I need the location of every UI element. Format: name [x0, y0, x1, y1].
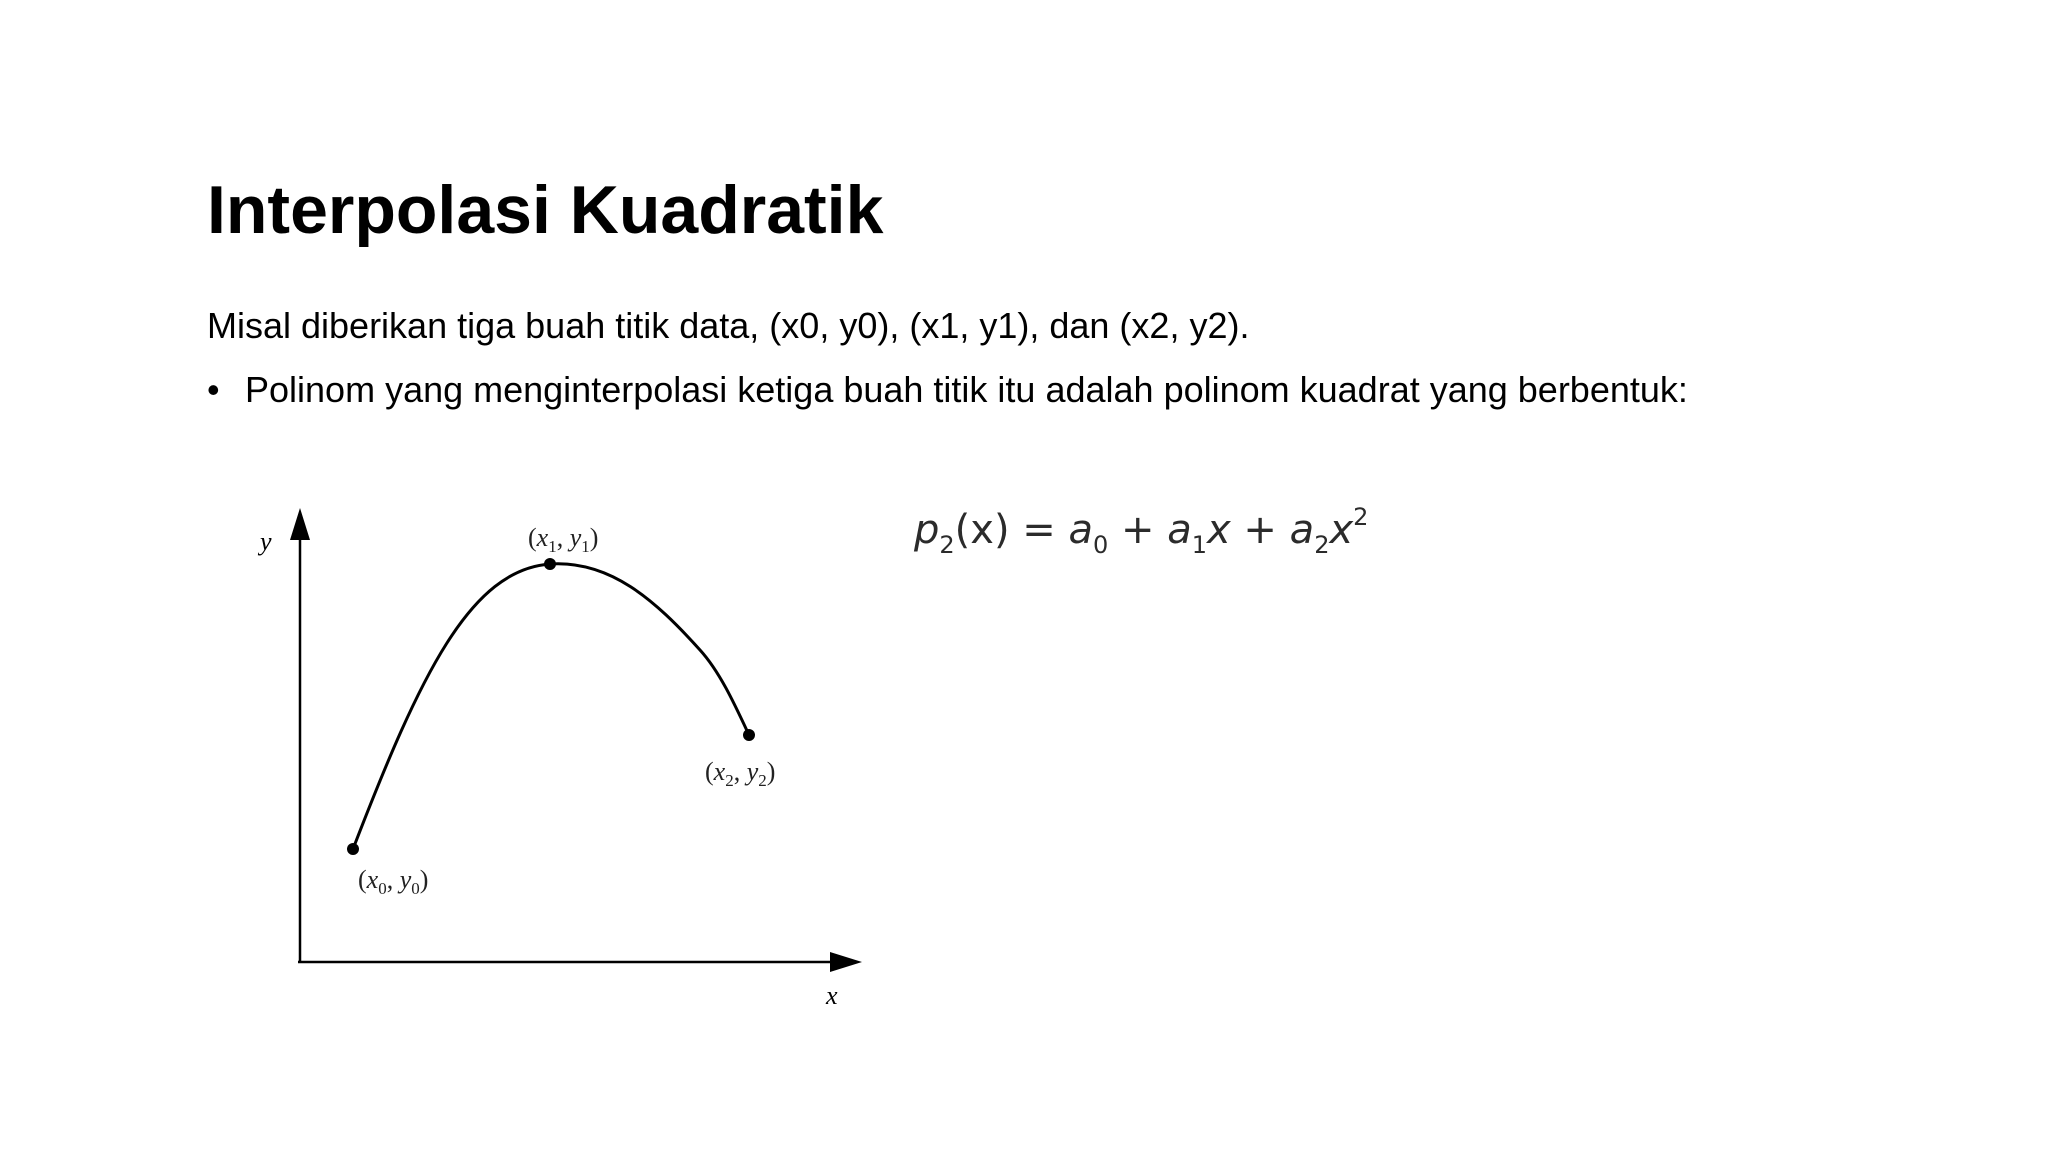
- point-1-y-sub: 1: [581, 537, 590, 556]
- x-axis-arrow: [830, 952, 862, 972]
- point-2-y: y: [746, 757, 759, 786]
- point-0-y-sub: 0: [411, 879, 420, 898]
- point-2-label: ($x_2$, $y_2$): [705, 757, 776, 790]
- intro-text: Misal diberikan tiga buah titik data, (x0, y0), (x1, y1), dan (x2, y2).: [207, 305, 1250, 346]
- formula-a2-sub: 2: [1314, 531, 1330, 559]
- formula-plus-2: +: [1230, 507, 1290, 553]
- formula-a2-var: x: [1329, 507, 1354, 553]
- point-1-x-sub: 1: [548, 537, 557, 556]
- point-1-y: y: [569, 523, 582, 552]
- interpolation-curve: [353, 564, 749, 849]
- formula-p: p: [914, 507, 940, 553]
- point-2-y-sub: 2: [758, 771, 767, 790]
- formula-a0-sub: 0: [1093, 531, 1109, 559]
- y-axis-arrow: [290, 508, 310, 540]
- point-1-dot: [544, 558, 556, 570]
- point-2-x-sub: 2: [725, 771, 734, 790]
- point-0-y: y: [399, 865, 412, 894]
- formula-a2-pow: 2: [1353, 503, 1369, 531]
- point-2-dot: [743, 729, 755, 741]
- point-0-label: ($x_0$, $y_0$): [358, 865, 429, 898]
- formula-lhs-arg: (x) =: [954, 507, 1069, 553]
- point-0-x-sub: 0: [378, 879, 387, 898]
- point-1-label: ($x_1$, $y_1$): [528, 523, 599, 556]
- formula-a1: a: [1167, 507, 1192, 553]
- point-2-x: x: [713, 757, 726, 786]
- point-1-x: x: [536, 523, 549, 552]
- polynomial-formula: [914, 503, 1369, 559]
- formula-a0: a: [1068, 507, 1094, 553]
- y-axis-label: y: [260, 527, 272, 556]
- formula-a1-sub: 1: [1191, 531, 1208, 559]
- point-0-x: x: [366, 865, 379, 894]
- point-0-dot: [347, 843, 359, 855]
- formula-p-sub: 2: [939, 531, 955, 559]
- formula-plus-1: +: [1108, 507, 1168, 553]
- slide-title: Interpolasi Kuadratik: [207, 172, 884, 248]
- formula-a1-var: x: [1207, 507, 1231, 553]
- bullet-dot: •: [207, 369, 220, 410]
- bullet-text: Polinom yang menginterpolasi ketiga buah titik itu adalah polinom kuadrat yang berbentuk:: [245, 369, 1688, 410]
- formula-a2: a: [1289, 507, 1315, 553]
- x-axis-label: x: [826, 981, 838, 1010]
